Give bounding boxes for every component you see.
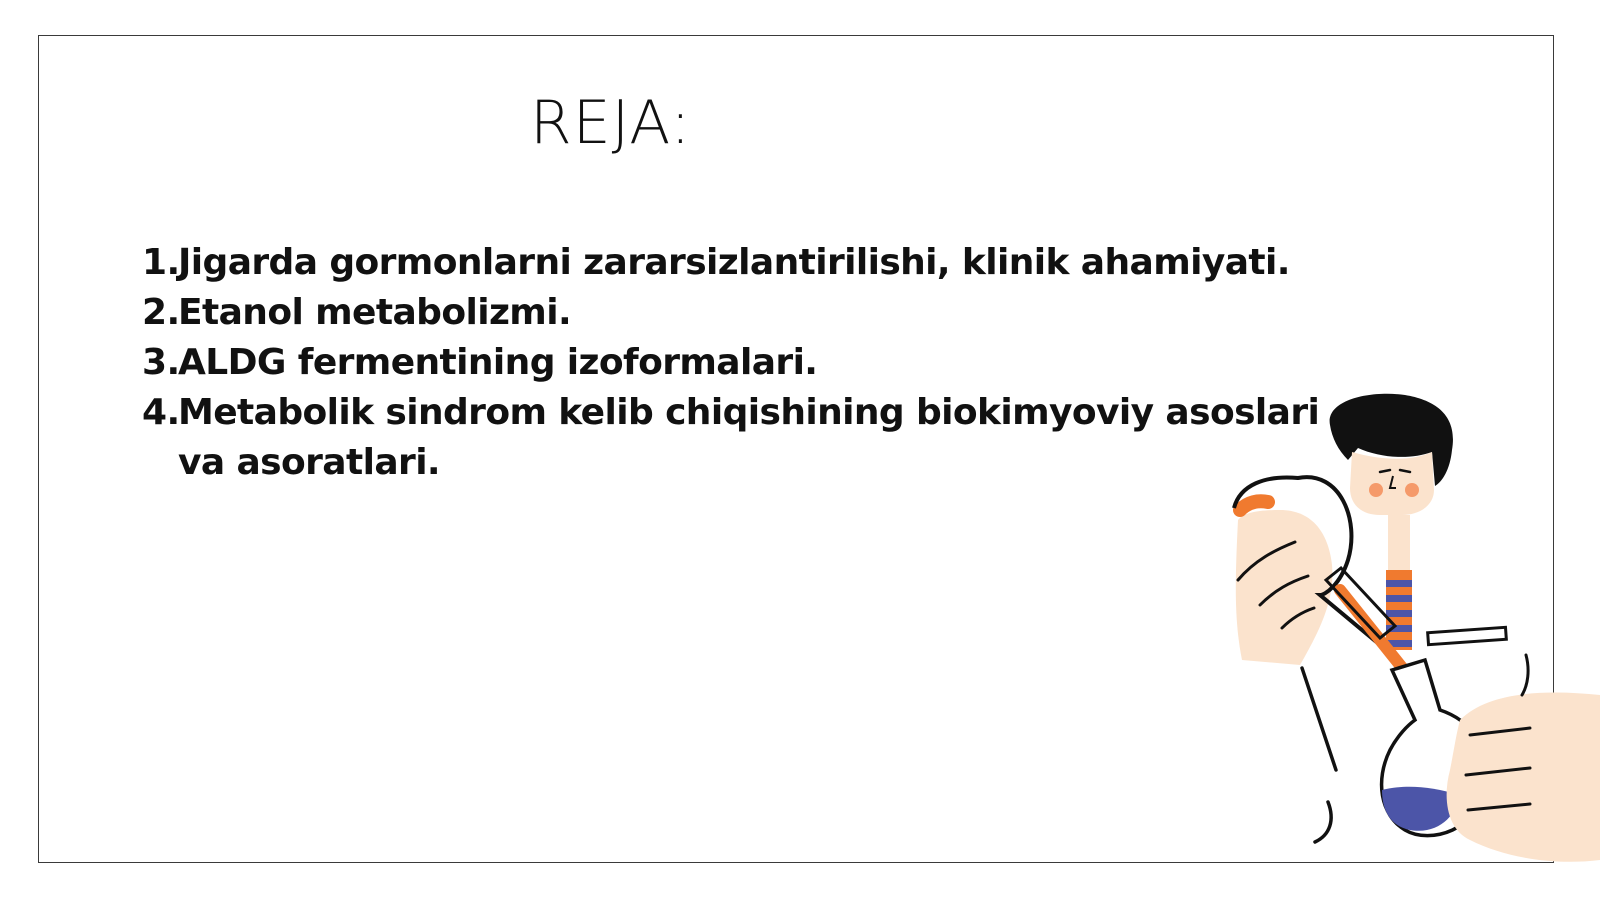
slide-title: REJA: [530, 88, 692, 158]
agenda-item [142, 388, 1362, 488]
scientist-with-flasks-illustration [1230, 390, 1600, 900]
agenda-item-text: Etanol metabolizmi. [178, 292, 572, 333]
agenda-item [142, 288, 1362, 338]
agenda-item [142, 338, 1362, 388]
agenda-item-number: 3. [142, 342, 180, 383]
agenda-item [142, 238, 1362, 288]
agenda-item-text: Jigarda gormonlarni zararsizlantirilishi, klinik ahamiyati. [178, 242, 1290, 283]
striped-shirt-icon [1386, 570, 1412, 650]
agenda-item-number: 2. [142, 292, 180, 333]
agenda-item-number: 4. [142, 392, 180, 433]
agenda-item-text: Metabolik sindrom kelib chiqishining biokimyoviy asoslari va asoratlari. [178, 392, 1320, 483]
agenda-item-number: 1. [142, 242, 180, 283]
right-hand-icon [1447, 693, 1600, 862]
agenda-list [142, 238, 1362, 488]
glass-slide-icon [1428, 627, 1507, 644]
agenda-item-text: ALDG fermentining izoformalari. [178, 342, 818, 383]
